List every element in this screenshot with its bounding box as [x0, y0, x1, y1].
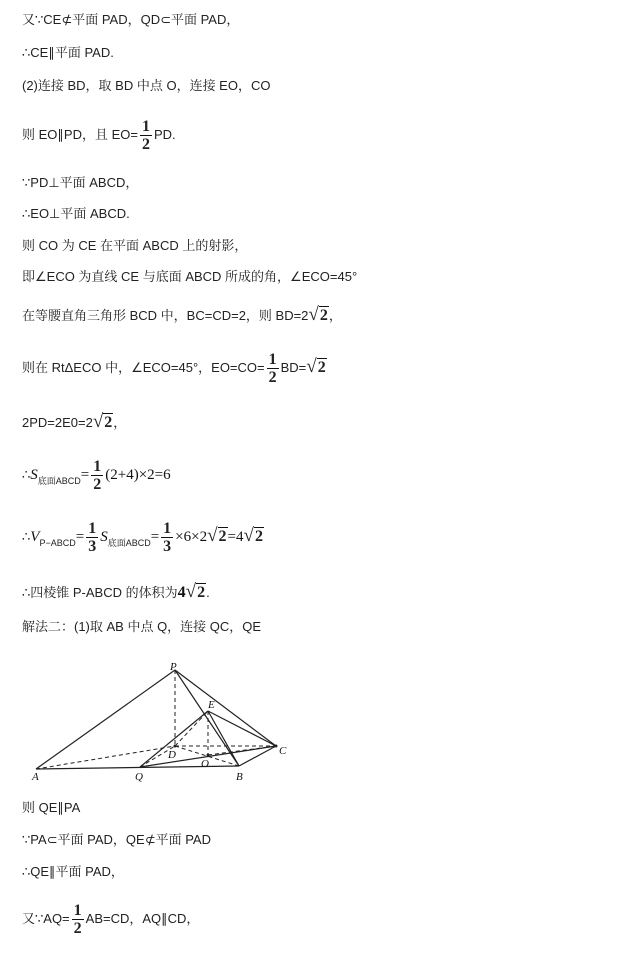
label-C: C: [279, 745, 287, 757]
line-text: ∵PA⊂平面 PAD，QE⊄平面 PAD: [22, 832, 211, 847]
text-line-8: [22, 267, 357, 287]
text-line-1: [22, 10, 239, 30]
text-line-5: [22, 173, 138, 193]
line-text: 则 EO∥PD，且 EO=: [22, 127, 138, 142]
numerator: 1: [141, 118, 150, 136]
label-E: E: [208, 699, 215, 711]
text-line-19: [22, 900, 199, 938]
denominator: 3: [163, 538, 172, 556]
formula-area: [22, 455, 171, 496]
sqrt-two: [306, 356, 326, 377]
fraction-one-half: [140, 118, 152, 153]
volume-coefficient: 4: [177, 584, 186, 601]
text-line-15: [22, 617, 261, 637]
equals: =: [150, 529, 160, 545]
label-B: B: [236, 771, 243, 783]
edge-AD: [36, 746, 175, 769]
line-text: ，: [328, 308, 342, 323]
area-symbol: S: [100, 529, 108, 545]
numerator: 1: [73, 902, 82, 920]
radicand: 2: [218, 528, 227, 545]
denominator: 2: [141, 136, 150, 154]
line-text: .: [206, 585, 210, 600]
equals: =: [75, 529, 85, 545]
radicand: 2: [197, 584, 206, 601]
numerator: 1: [88, 520, 97, 538]
numerator: 1: [268, 351, 277, 369]
edge-DE: [175, 711, 208, 746]
edge-PC: [175, 670, 276, 746]
edge-OC: [208, 746, 276, 755]
line-text: ，: [113, 415, 127, 430]
fraction-one-half: [267, 351, 279, 386]
line-text: ∴CE∥平面 PAD.: [22, 45, 114, 60]
text-line-4: [22, 117, 176, 153]
denominator: 2: [268, 369, 277, 387]
fraction-one-half: [91, 458, 103, 493]
pyramid-diagram: [30, 660, 300, 790]
line-text: 则 QE∥PA: [22, 800, 81, 815]
area-subscript: 底面ABCD: [37, 476, 81, 486]
radicand: 2: [319, 307, 328, 324]
point-D: [174, 745, 177, 748]
label-P: P: [170, 661, 177, 673]
text-line-3: [22, 76, 270, 96]
line-text: (2)连接 BD，取 BD 中点 O，连接 EO，CO: [22, 78, 271, 93]
text-line-11: [22, 410, 126, 435]
text-line-16: [22, 798, 80, 818]
text-line-14: [22, 580, 210, 605]
fraction-one-third: [161, 520, 173, 555]
fraction-one-third: [86, 520, 98, 555]
radicand: 2: [254, 528, 263, 545]
numerator: 1: [163, 520, 172, 538]
line-text: 在等腰直角三角形 BCD 中，BC=CD=2，则 BD=2: [22, 308, 309, 323]
edge-PB: [175, 670, 239, 766]
denominator: 3: [88, 538, 97, 556]
line-text: 2PD=2E0=2: [22, 415, 93, 430]
text-line-6: [22, 204, 130, 224]
area-subscript: 底面ABCD: [107, 538, 151, 548]
line-text: ∴四棱锥 P-ABCD 的体积为: [22, 585, 178, 600]
volume-expression: ×6×2: [175, 529, 208, 545]
radical-sign: √: [306, 356, 317, 377]
radical-sign: √: [243, 525, 254, 546]
radicand: 2: [317, 359, 326, 376]
denominator: 2: [93, 476, 102, 494]
volume-subscript: P−ABCD: [39, 538, 76, 548]
line-text: AB=CD，AQ∥CD，: [85, 911, 200, 926]
sqrt-two: [308, 304, 328, 325]
text-line-17: [22, 830, 211, 850]
label-O: O: [201, 758, 209, 770]
sqrt-two: [185, 581, 206, 602]
line-text: 解法二：(1)取 AB 中点 Q，连接 QC，QE: [22, 619, 262, 634]
label-Q: Q: [135, 771, 143, 783]
equals: =: [80, 467, 90, 483]
line-text: ∵PD⊥平面 ABCD，: [22, 175, 139, 190]
line-text: 则 CO 为 CE 在平面 ABCD 上的射影，: [22, 238, 248, 253]
text-line-2: [22, 43, 114, 63]
line-text: ∴EO⊥平面 ABCD.: [22, 206, 130, 221]
therefore-symbol: ∴: [22, 467, 31, 482]
radical-sign: √: [92, 411, 104, 432]
sqrt-two: [207, 525, 227, 546]
denominator: 2: [73, 920, 82, 938]
radical-sign: √: [207, 525, 218, 546]
label-A: A: [32, 771, 39, 783]
text-line-10: [22, 348, 327, 387]
text-line-18: [22, 862, 124, 882]
point-O: [207, 754, 210, 757]
sqrt-two: [243, 525, 264, 546]
volume-symbol: V: [30, 529, 40, 545]
point-C: [275, 745, 278, 748]
area-expression: (2+4)×2=6: [105, 467, 171, 483]
area-symbol: S: [30, 467, 38, 483]
edge-PA: [36, 670, 175, 769]
line-text: BD=: [280, 360, 307, 375]
text-line-9: [22, 303, 342, 328]
volume-result: =4: [227, 529, 244, 545]
radical-sign: √: [308, 304, 319, 325]
therefore-symbol: ∴: [22, 529, 31, 544]
text-line-7: [22, 236, 247, 256]
line-text: 即∠ECO 为直线 CE 与底面 ABCD 所成的角，∠ECO=45°: [22, 269, 358, 284]
formula-volume: [22, 516, 264, 558]
sqrt-two: [92, 411, 113, 432]
line-text: 又∵CE⊄平面 PAD，QD⊂平面 PAD，: [22, 12, 240, 27]
radical-sign: √: [185, 581, 197, 602]
numerator: 1: [93, 458, 102, 476]
radicand: 2: [104, 414, 113, 431]
line-text: 则在 RtΔECO 中，∠ECO=45°，EO=CO=: [22, 360, 265, 375]
line-text: 又∵AQ=: [22, 911, 70, 926]
label-D: D: [168, 749, 176, 761]
fraction-one-half: [72, 902, 84, 937]
line-text: PD.: [153, 127, 176, 142]
line-text: ∴QE∥平面 PAD，: [22, 864, 124, 879]
